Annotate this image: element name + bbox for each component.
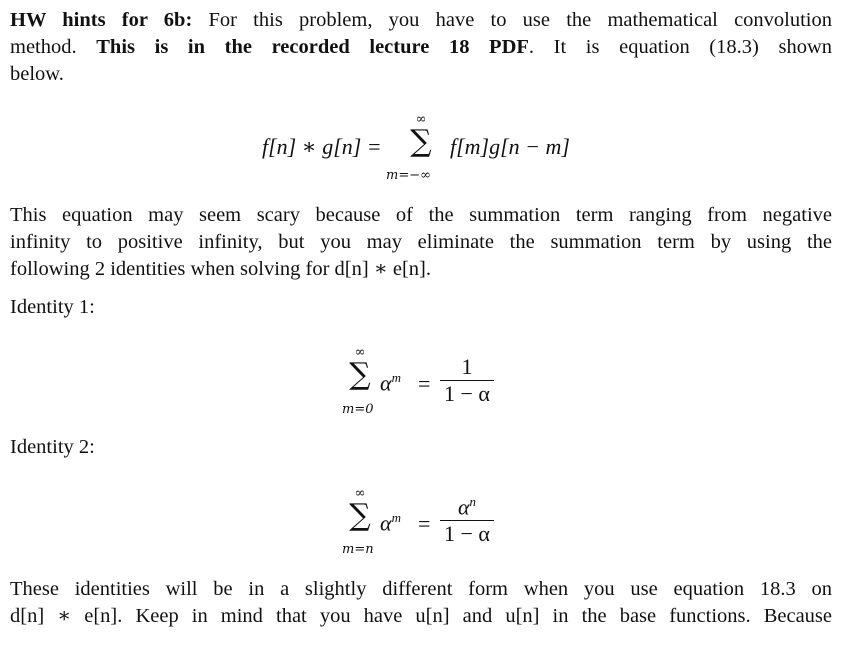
- intro-paragraph: [10, 7, 832, 88]
- identity-1-sum-lower: m=0: [342, 402, 374, 417]
- sigma-symbol: ∑: [410, 124, 432, 159]
- sigma-symbol: ∑: [349, 498, 371, 533]
- intro-line-3: below.: [10, 63, 64, 85]
- convolution-sum: ∞ ∑: [400, 112, 442, 157]
- identity-1-label: Identity 1:: [10, 296, 95, 318]
- closing-paragraph: [10, 576, 832, 630]
- identity-1-equals: =: [418, 371, 431, 396]
- closing-line-2: d[n] ∗ e[n]. Keep in mind that you have u[n] and u[n] in the base functions. Because: [10, 605, 832, 627]
- intro-line-1: HW hints for 6b: For this problem, you have to use the mathematical convolution: [10, 9, 833, 31]
- explanation-line-2: infinity to positive infinity, but you may eliminate the summation term by using the: [10, 231, 832, 253]
- identity-2-sum: ∞ ∑: [342, 486, 378, 531]
- identity-2-sum-lower: m=n: [342, 542, 374, 557]
- identity-2-term: $\alpha^m$: [380, 510, 401, 536]
- closing-line-1: These identities will be in a slightly different form when you use equation 18.3 on: [10, 578, 832, 600]
- identity-1-term: $\alpha^m$: [380, 370, 401, 396]
- identity-1-fraction: $\frac{1}{1 - \alpha}$: [440, 354, 494, 407]
- convolution-sum-lower: m=−∞: [386, 168, 431, 183]
- identity-2-fraction: $\frac{\alpha^n}{1 - \alpha}$: [440, 494, 494, 547]
- explanation-paragraph: [10, 202, 832, 283]
- identity-2-equals: =: [418, 511, 431, 536]
- explanation-line-3: following 2 identities when solving for d[n] ∗ e[n].: [10, 258, 432, 280]
- sigma-symbol: ∑: [349, 357, 371, 392]
- convolution-lhs: f[n] ∗ g[n] =: [262, 134, 382, 159]
- identity-1-sum: ∞ ∑: [342, 345, 378, 390]
- explanation-line-1: This equation may seem scary because of the summation term ranging from negative: [10, 204, 832, 226]
- convolution-rhs: f[m]g[n − m]: [450, 134, 570, 159]
- identity-2-label: Identity 2:: [10, 436, 95, 458]
- intro-line-2: method. This is in the recorded lecture 18 PDF. It is equation (18.3) shown: [10, 36, 832, 58]
- lecture-reference: This is in the recorded lecture 18 PDF: [96, 36, 529, 58]
- hint-title: HW hints for 6b:: [10, 9, 193, 31]
